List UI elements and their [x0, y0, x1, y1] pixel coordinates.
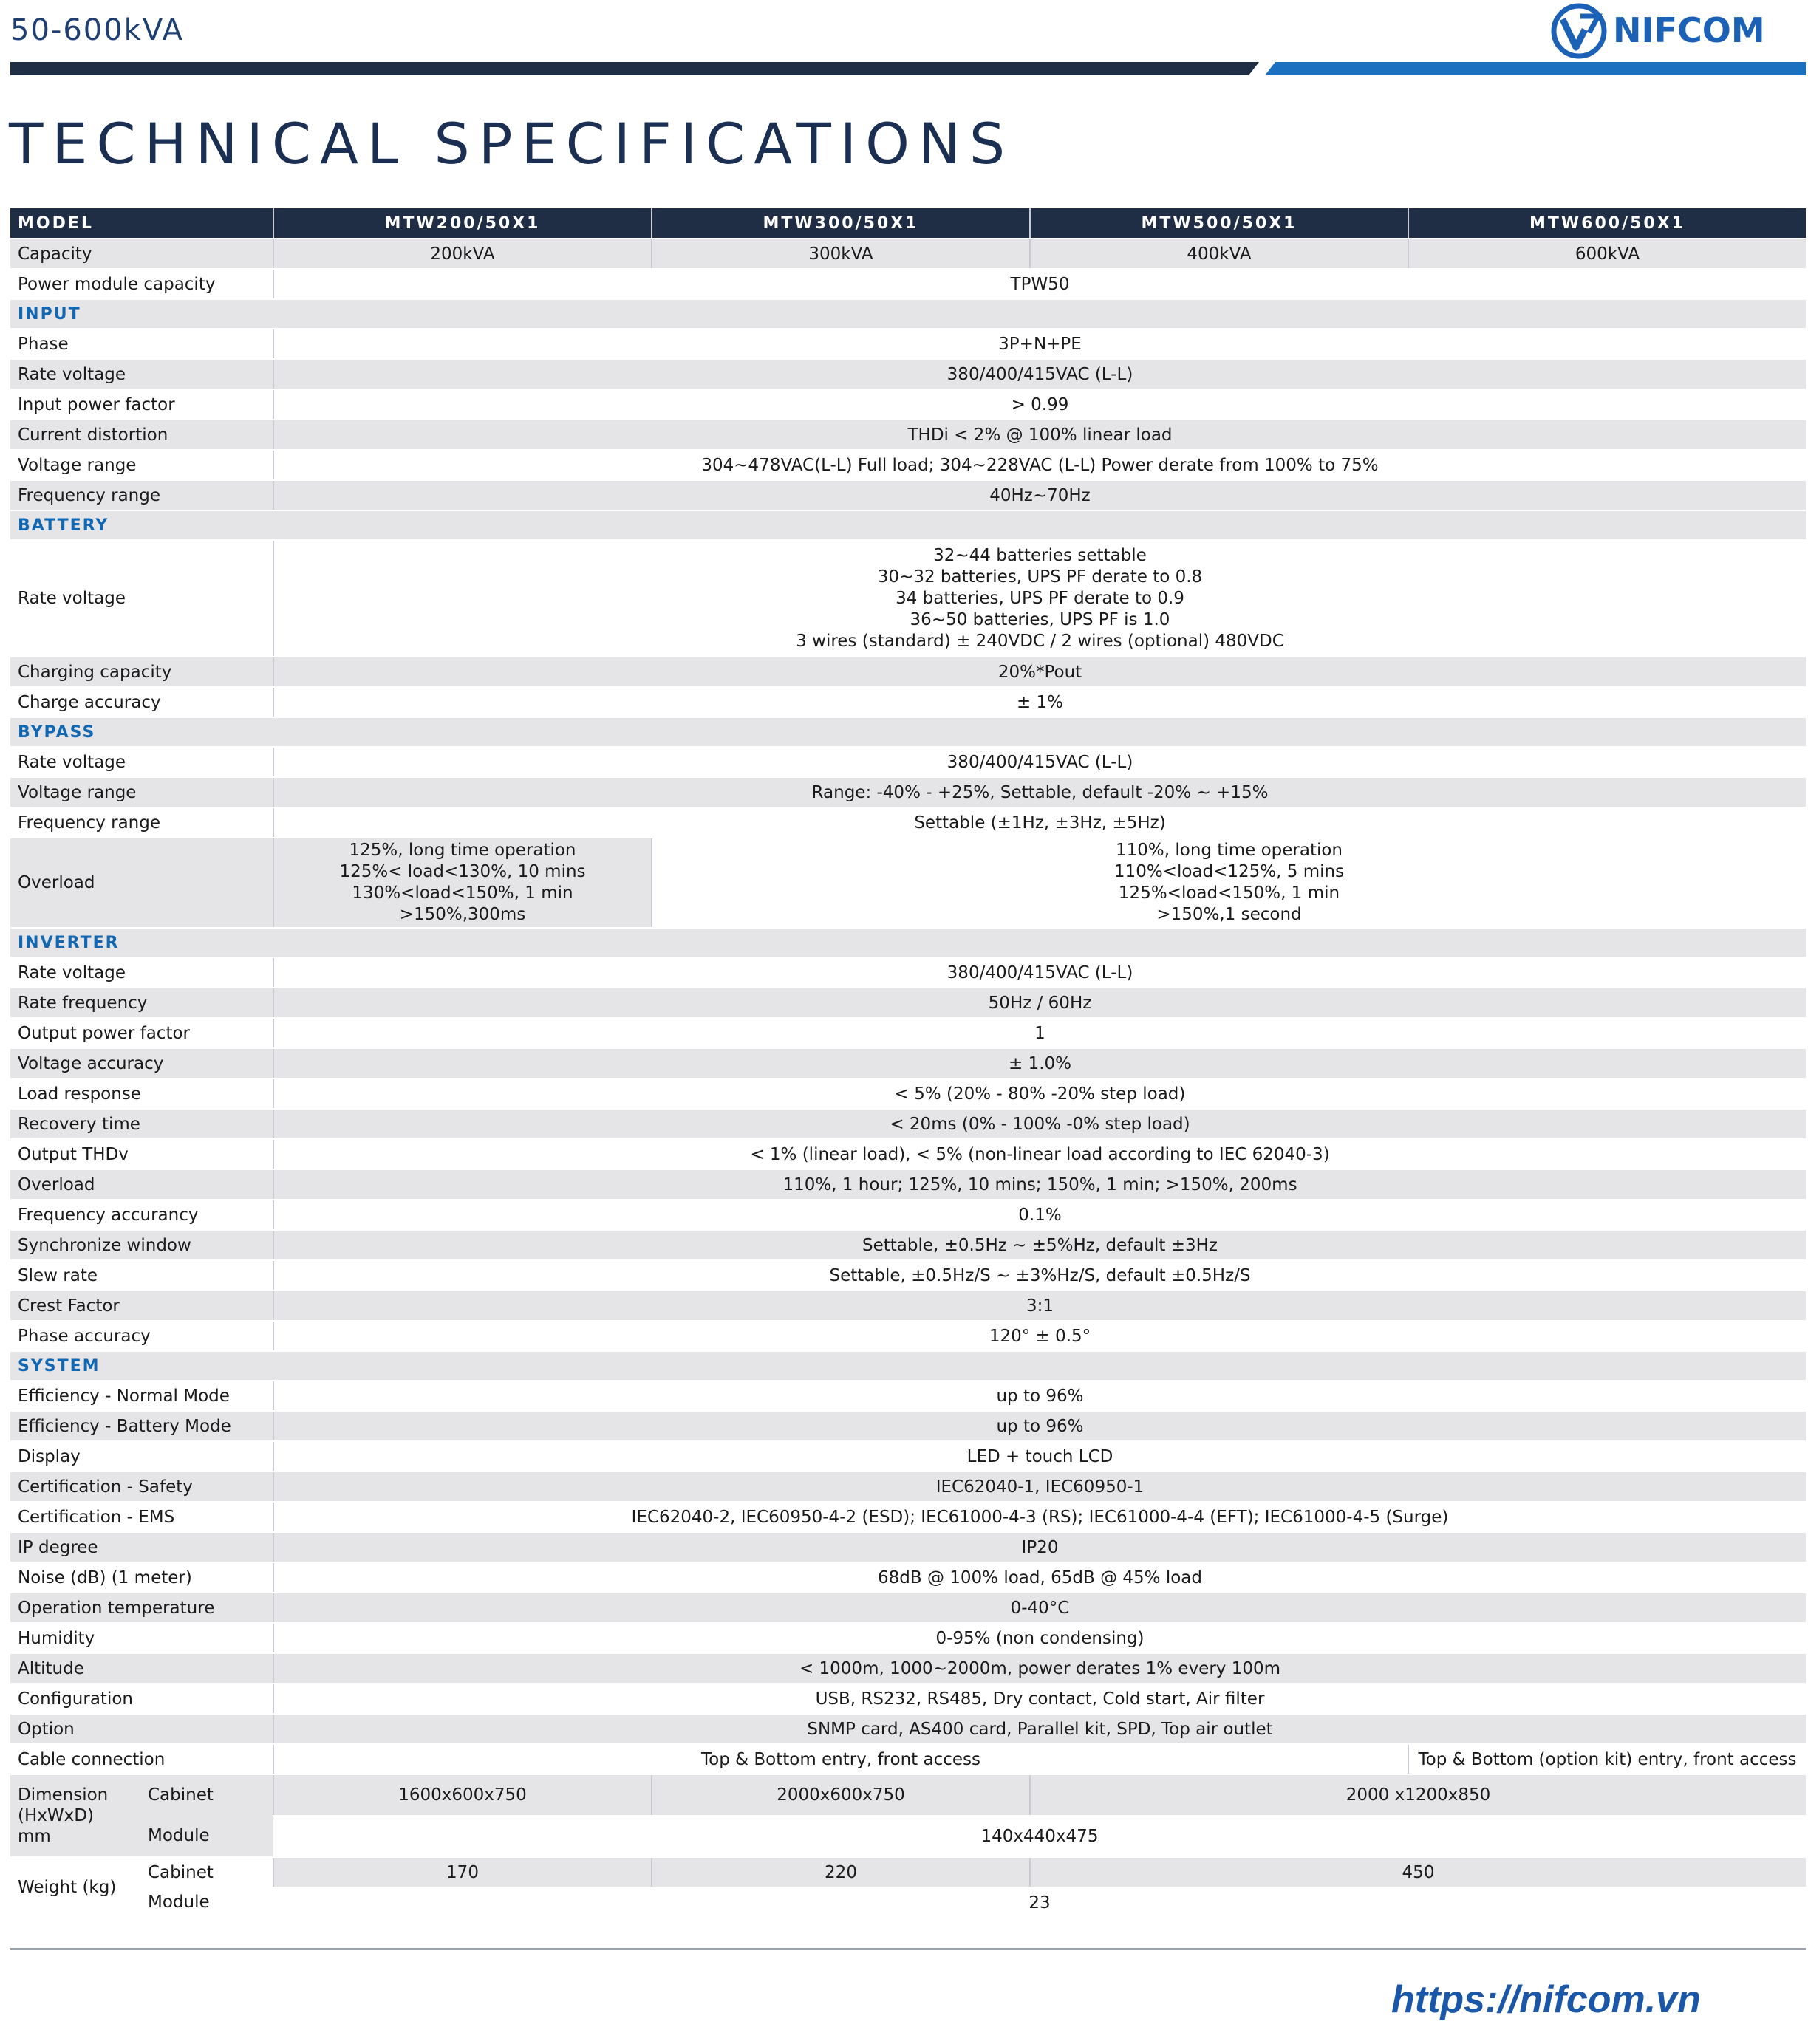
table-row: [10, 1562, 1806, 1593]
dimension-label: [10, 1785, 148, 1847]
section-title: INPUT: [10, 299, 1806, 329]
row-value: 110%, 1 hour; 125%, 10 mins; 150%, 1 min; >150%, 200ms: [273, 1169, 1806, 1200]
value-line: 30~32 batteries, UPS PF derate to 0.8: [877, 567, 1203, 587]
row-label: Crest Factor: [10, 1291, 273, 1321]
brand-name: NIFCOM: [1613, 10, 1765, 50]
website-link[interactable]: https://nifcom.vn: [1391, 1978, 1701, 2021]
row-label: Slew rate: [10, 1260, 273, 1291]
sublabel-module: Module: [148, 1893, 210, 1912]
row-label: Altitude: [10, 1653, 273, 1684]
row-value: IEC62040-1, IEC60950-1: [273, 1472, 1806, 1502]
row-label: Charging capacity: [10, 657, 273, 687]
row-label: Rate voltage: [10, 359, 273, 389]
table-row: [10, 838, 1806, 928]
row-label: Voltage accuracy: [10, 1048, 273, 1079]
footer-divider: [10, 1948, 1806, 1950]
row-label: Voltage range: [10, 450, 273, 480]
weight-label: Weight (kg): [18, 1878, 117, 1897]
table-row: [10, 1653, 1806, 1684]
row-value: Settable, ±0.5Hz/S ~ ±3%Hz/S, default ±0.5Hz/S: [273, 1260, 1806, 1291]
label-line: Dimension: [18, 1785, 109, 1805]
header-row: [10, 208, 1806, 239]
row-label: Rate voltage: [10, 957, 273, 988]
row-label: Rate voltage: [10, 747, 273, 777]
battery-rate-voltage-value: [273, 540, 1806, 657]
row-label: Capacity: [10, 239, 273, 269]
sublabel-cabinet: Cabinet: [148, 1863, 214, 1882]
row-value: SNMP card, AS400 card, Parallel kit, SPD, Top air outlet: [273, 1714, 1806, 1744]
row-value: 120° ± 0.5°: [273, 1321, 1806, 1351]
row-value: ± 1.0%: [273, 1048, 1806, 1079]
row-value: ± 1%: [273, 687, 1806, 717]
row-label: Voltage range: [10, 777, 273, 807]
weight-cabinet-1: 170: [273, 1857, 652, 1887]
table-row: [10, 777, 1806, 807]
section-title: BATTERY: [10, 510, 1806, 540]
bypass-overload-small: [273, 838, 652, 928]
row-label: Noise (dB) (1 meter): [10, 1562, 273, 1593]
row-value: < 5% (20% - 80% -20% step load): [273, 1079, 1806, 1109]
row-label: Current distortion: [10, 420, 273, 450]
table-row: [10, 1048, 1806, 1079]
row-label: Efficiency - Normal Mode: [10, 1381, 273, 1411]
row-label: Option: [10, 1714, 273, 1744]
value-line: 125%<load<150%, 1 min: [1118, 883, 1340, 903]
header-divider-bar: [10, 62, 1806, 75]
row-value: 0-40°C: [273, 1593, 1806, 1623]
table-row: [10, 1169, 1806, 1200]
row-value: 380/400/415VAC (L-L): [273, 359, 1806, 389]
row-label: Phase: [10, 329, 273, 359]
table-row: [10, 1502, 1806, 1532]
row-value: Range: -40% - +25%, Settable, default -20% ~ +15%: [273, 777, 1806, 807]
weight-cabinet-row: [10, 1857, 1806, 1887]
table-row: [10, 1744, 1806, 1774]
dimension-group: [10, 1774, 273, 1857]
table-row: [10, 1411, 1806, 1441]
table-row: [10, 1018, 1806, 1048]
section-header-input: [10, 299, 1806, 329]
row-label: Synchronize window: [10, 1230, 273, 1260]
row-value: IEC62040-2, IEC60950-4-2 (ESD); IEC61000-4-3 (RS); IEC61000-4-4 (EFT); IEC61000-4-5 (Surge): [273, 1502, 1806, 1532]
row-value: < 20ms (0% - 100% -0% step load): [273, 1109, 1806, 1139]
table-row: [10, 1321, 1806, 1351]
section-title: BYPASS: [10, 717, 1806, 747]
table-row: [10, 329, 1806, 359]
range-label: 50-600kVA: [10, 13, 185, 47]
value-line: 125%, long time operation: [349, 841, 576, 860]
row-value: < 1000m, 1000~2000m, power derates 1% every 100m: [273, 1653, 1806, 1684]
table-row: [10, 988, 1806, 1018]
row-label: Configuration: [10, 1684, 273, 1714]
row-value: up to 96%: [273, 1411, 1806, 1441]
row-label: Display: [10, 1441, 273, 1472]
weight-cabinet-3: 450: [1030, 1857, 1806, 1887]
dimension-sublabels: [148, 1775, 273, 1856]
table-row: [10, 687, 1806, 717]
spec-table: [10, 208, 1806, 1918]
row-label: Load response: [10, 1079, 273, 1109]
row-label: Overload: [10, 1169, 273, 1200]
section-header-system: [10, 1351, 1806, 1381]
row-label: Rate frequency: [10, 988, 273, 1018]
section-title: INVERTER: [10, 928, 1806, 957]
bypass-overload-large: [652, 838, 1806, 928]
table-row: [10, 1230, 1806, 1260]
row-value: IP20: [273, 1532, 1806, 1562]
row-value: 304~478VAC(L-L) Full load; 304~228VAC (L-L) Power derate from 100% to 75%: [273, 450, 1806, 480]
table-row: [10, 480, 1806, 510]
section-header-bypass: [10, 717, 1806, 747]
row-value: 50Hz / 60Hz: [273, 988, 1806, 1018]
weight-module: 23: [273, 1887, 1806, 1918]
row-label: IP degree: [10, 1532, 273, 1562]
value-line: 34 batteries, UPS PF derate to 0.9: [896, 588, 1184, 608]
capacity-4: 600kVA: [1408, 239, 1806, 269]
sublabel-cabinet: Cabinet: [148, 1785, 214, 1805]
capacity-3: 400kVA: [1030, 239, 1408, 269]
row-value: up to 96%: [273, 1381, 1806, 1411]
row-value: Settable (±1Hz, ±3Hz, ±5Hz): [273, 807, 1806, 838]
row-value: 380/400/415VAC (L-L): [273, 747, 1806, 777]
row-label: Phase accuracy: [10, 1321, 273, 1351]
table-row: [10, 807, 1806, 838]
capacity-2: 300kVA: [652, 239, 1030, 269]
model-4: MTW600/50X1: [1408, 208, 1806, 239]
weight-cabinet-2: 220: [652, 1857, 1030, 1887]
row-value: 68dB @ 100% load, 65dB @ 45% load: [273, 1562, 1806, 1593]
model-header: MODEL: [10, 208, 273, 239]
value-line: 32~44 batteries settable: [933, 545, 1147, 565]
label-line: (HxWxD): [18, 1806, 94, 1825]
row-value: LED + touch LCD: [273, 1441, 1806, 1472]
value-line: 110%, long time operation: [1115, 841, 1343, 860]
row-value: < 1% (linear load), < 5% (non-linear load according to IEC 62040-3): [273, 1139, 1806, 1169]
weight-module-row: [10, 1887, 1806, 1918]
row-value: 40Hz~70Hz: [273, 480, 1806, 510]
row-label: Rate voltage: [10, 540, 273, 657]
weight-group: [10, 1857, 273, 1918]
table-row: [10, 269, 1806, 299]
model-1: MTW200/50X1: [273, 208, 652, 239]
dimension-cabinet-1: 1600x600x750: [273, 1774, 652, 1816]
table-row: [10, 1593, 1806, 1623]
weight-sublabels: [148, 1858, 273, 1917]
model-2: MTW300/50X1: [652, 208, 1030, 239]
row-value: Settable, ±0.5Hz ~ ±5%Hz, default ±3Hz: [273, 1230, 1806, 1260]
row-value: 1: [273, 1018, 1806, 1048]
row-value: TPW50: [273, 269, 1806, 299]
table-row: [10, 1381, 1806, 1411]
row-label: Certification - Safety: [10, 1472, 273, 1502]
dimension-module: 140x440x475: [273, 1816, 1806, 1857]
value-line: >150%,1 second: [1156, 905, 1302, 924]
table-row: [10, 420, 1806, 450]
row-label: Frequency accurancy: [10, 1200, 273, 1230]
table-row: [10, 1684, 1806, 1714]
table-row: [10, 1139, 1806, 1169]
row-label: Power module capacity: [10, 269, 273, 299]
row-value: 20%*Pout: [273, 657, 1806, 687]
capacity-1: 200kVA: [273, 239, 652, 269]
model-3: MTW500/50X1: [1030, 208, 1408, 239]
section-header-inverter: [10, 928, 1806, 957]
value-line: 110%<load<125%, 5 mins: [1113, 862, 1345, 881]
row-value: 380/400/415VAC (L-L): [273, 957, 1806, 988]
row-value: 0-95% (non condensing): [273, 1623, 1806, 1653]
section-header-battery: [10, 510, 1806, 540]
table-row: [10, 1200, 1806, 1230]
table-row: [10, 239, 1806, 269]
value-line: >150%,300ms: [399, 905, 526, 924]
page-title: TECHNICAL SPECIFICATIONS: [9, 111, 1014, 177]
table-row: [10, 1079, 1806, 1109]
row-label: Operation temperature: [10, 1593, 273, 1623]
section-title: SYSTEM: [10, 1351, 1806, 1381]
sublabel-module: Module: [148, 1826, 210, 1845]
value-line: 130%<load<150%, 1 min: [352, 883, 573, 903]
row-value: USB, RS232, RS485, Dry contact, Cold start, Air filter: [273, 1684, 1806, 1714]
dimension-cabinet-3: 2000 x1200x850: [1030, 1774, 1806, 1816]
row-value: 3:1: [273, 1291, 1806, 1321]
table-row: [10, 389, 1806, 420]
row-label: Output power factor: [10, 1018, 273, 1048]
row-value: THDi < 2% @ 100% linear load: [273, 420, 1806, 450]
table-row: [10, 540, 1806, 657]
row-value: > 0.99: [273, 389, 1806, 420]
row-label: Frequency range: [10, 480, 273, 510]
row-label: Output THDv: [10, 1139, 273, 1169]
row-label: Humidity: [10, 1623, 273, 1653]
row-label: Input power factor: [10, 389, 273, 420]
table-row: [10, 657, 1806, 687]
value-line: 36~50 batteries, UPS PF is 1.0: [910, 609, 1170, 629]
row-value: Top & Bottom entry, front access: [273, 1744, 1408, 1774]
table-row: [10, 957, 1806, 988]
row-label: Frequency range: [10, 807, 273, 838]
row-value: 3P+N+PE: [273, 329, 1806, 359]
table-row: [10, 1441, 1806, 1472]
row-label: Cable connection: [10, 1744, 273, 1774]
row-label: Overload: [10, 838, 273, 928]
dimension-cabinet-2: 2000x600x750: [652, 1774, 1030, 1816]
row-label: Recovery time: [10, 1109, 273, 1139]
row-label: Certification - EMS: [10, 1502, 273, 1532]
table-row: [10, 1109, 1806, 1139]
table-row: [10, 1714, 1806, 1744]
value-line: 3 wires (standard) ± 240VDC / 2 wires (optional) 480VDC: [796, 631, 1284, 651]
table-row: [10, 1623, 1806, 1653]
label-line: mm: [18, 1827, 51, 1846]
table-row: [10, 450, 1806, 480]
table-row: [10, 1472, 1806, 1502]
dimension-cabinet-row: [10, 1774, 1806, 1816]
table-row: [10, 1532, 1806, 1562]
table-row: [10, 359, 1806, 389]
dimension-module-row: [10, 1816, 1806, 1857]
table-row: [10, 1291, 1806, 1321]
value-line: 125%< load<130%, 10 mins: [339, 862, 586, 881]
row-label: Efficiency - Battery Mode: [10, 1411, 273, 1441]
table-row: [10, 1260, 1806, 1291]
row-value: 0.1%: [273, 1200, 1806, 1230]
row-value-last: Top & Bottom (option kit) entry, front access: [1408, 1744, 1806, 1774]
table-row: [10, 747, 1806, 777]
row-label: Charge accuracy: [10, 687, 273, 717]
